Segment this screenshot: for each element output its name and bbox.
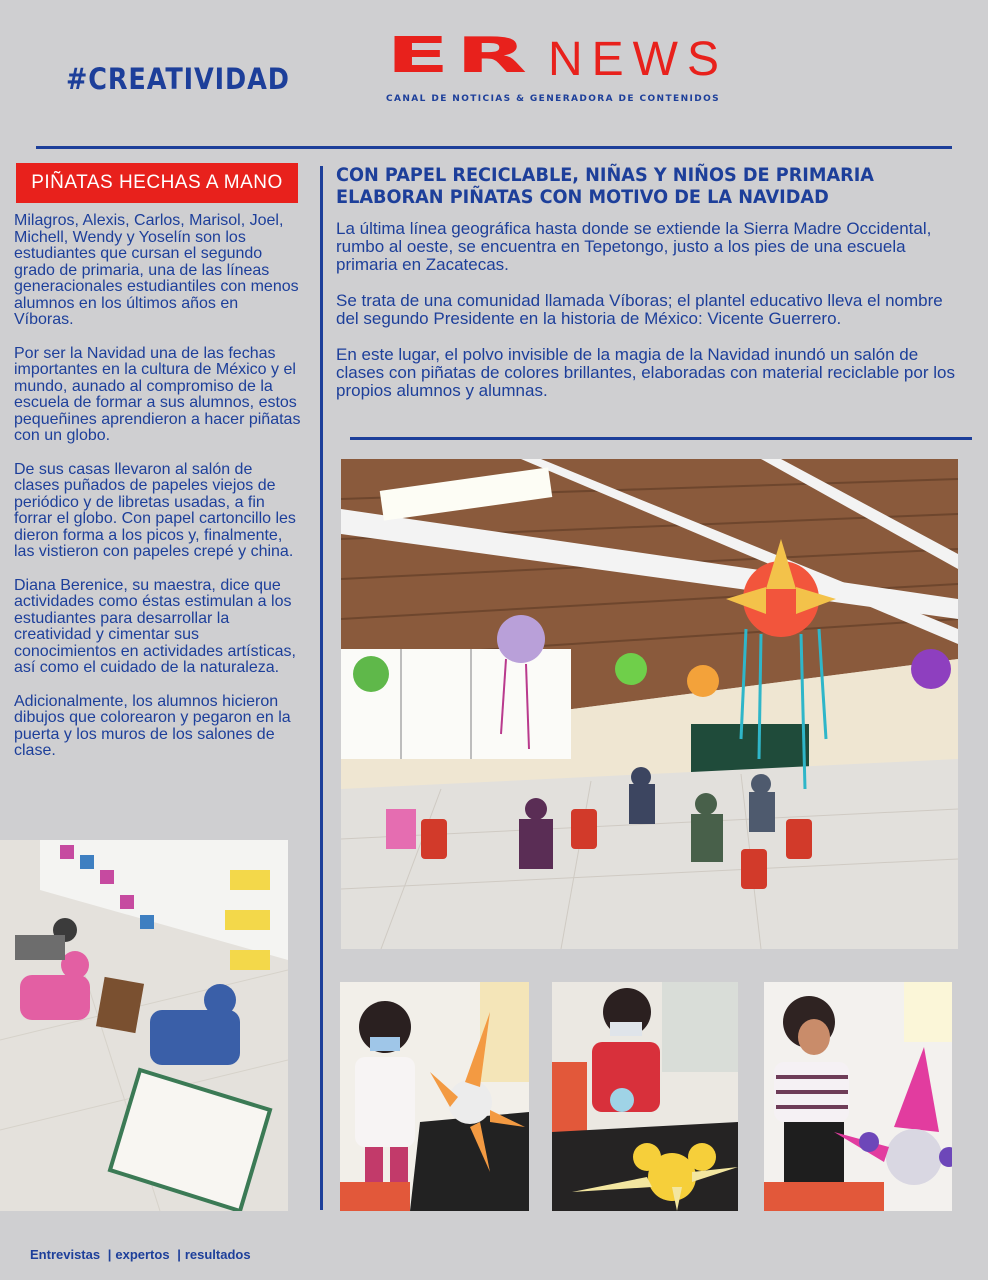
girl-pinata-photo-2 [764, 982, 952, 1211]
classroom-photo [341, 459, 958, 949]
article-paragraph: Se trata de una comunidad llamada Víboras; el plantel educativo lleva el nombre del segundo Presidente en la historia de México: Vicente Guerrero. [336, 291, 943, 328]
sidebar-paragraph: Por ser la Navidad una de las fechas importantes en la cultura de México y el mundo, aunado al compromiso de la escuela de formar a sus alumnos, estos pequeñines aprendieron a hacer piñatas con un globo. [14, 344, 301, 444]
footer-item-expertos: expertos [115, 1247, 170, 1262]
footer-separator: | [177, 1247, 181, 1262]
section-badge: PIÑATAS HECHAS A MANO [16, 163, 298, 203]
header-divider [36, 146, 952, 149]
article-paragraph: En este lugar, el polvo invisible de la magia de la Navidad inundó un salón de clases con piñatas de colores brillantes, elaboradas con material reciclable por los propios alumnos y alumnas. [336, 345, 955, 400]
sidebar-paragraph: Adicionalmente, los alumnos hicieron dibujos que colorearon y pegaron en la puerta y los muros de los salones de clase. [14, 692, 291, 759]
hashtag-title: #CREATIVIDAD [66, 62, 290, 96]
sidebar-text [14, 213, 302, 777]
article-body [336, 220, 960, 418]
logo-news: NEWS [548, 33, 728, 86]
footer-item-entrevistas: Entrevistas [30, 1247, 101, 1262]
article-headline: CON PAPEL RECICLABLE, NIÑAS Y NIÑOS DE PRIMARIA ELABORAN PIÑATAS CON MOTIVO DE LA NAVIDAD [336, 164, 874, 208]
footer-links [30, 1247, 251, 1262]
footer-item-resultados: resultados [184, 1247, 251, 1262]
students-drawing-photo [0, 840, 288, 1211]
ernews-logo [386, 26, 766, 106]
article-divider [350, 437, 972, 440]
girl-pinata-photo-1 [340, 982, 529, 1211]
article-paragraph: La última línea geográfica hasta donde se extiende la Sierra Madre Occidental, rumbo al oeste, se encuentra en Tepetongo, justo a los pies de una escuela primaria en Zacatecas. [336, 219, 932, 274]
logo-tagline: CANAL DE NOTICIAS & GENERADORA DE CONTENIDOS [386, 94, 721, 104]
sidebar-paragraph: Milagros, Alexis, Carlos, Marisol, Joel, Michell, Wendy y Yoselín son los estudiantes que cursan el segundo grado de primaria, una de las líneas generacionales estudiantiles con menos alumnos en los últimos años en Víboras. [14, 212, 299, 328]
column-divider [320, 166, 323, 1210]
logo-er: ER [386, 26, 534, 84]
footer-separator: | [107, 1247, 112, 1262]
boy-pinata-photo [552, 982, 738, 1211]
sidebar-paragraph: Diana Berenice, su maestra, dice que actividades como éstas estimulan a los estudiantes para desarrollar la creatividad y cimentar sus conocimientos en actividades artísticas, así como el cuidado de la naturaleza. [14, 576, 296, 676]
sidebar-paragraph: De sus casas llevaron al salón de clases puñados de papeles viejos de periódico y de libretas usadas, a fin forrar el globo. Con papel cartoncillo les dieron forma a los picos y, finalmente, las vistieron con papeles crepé y china. [14, 460, 296, 560]
